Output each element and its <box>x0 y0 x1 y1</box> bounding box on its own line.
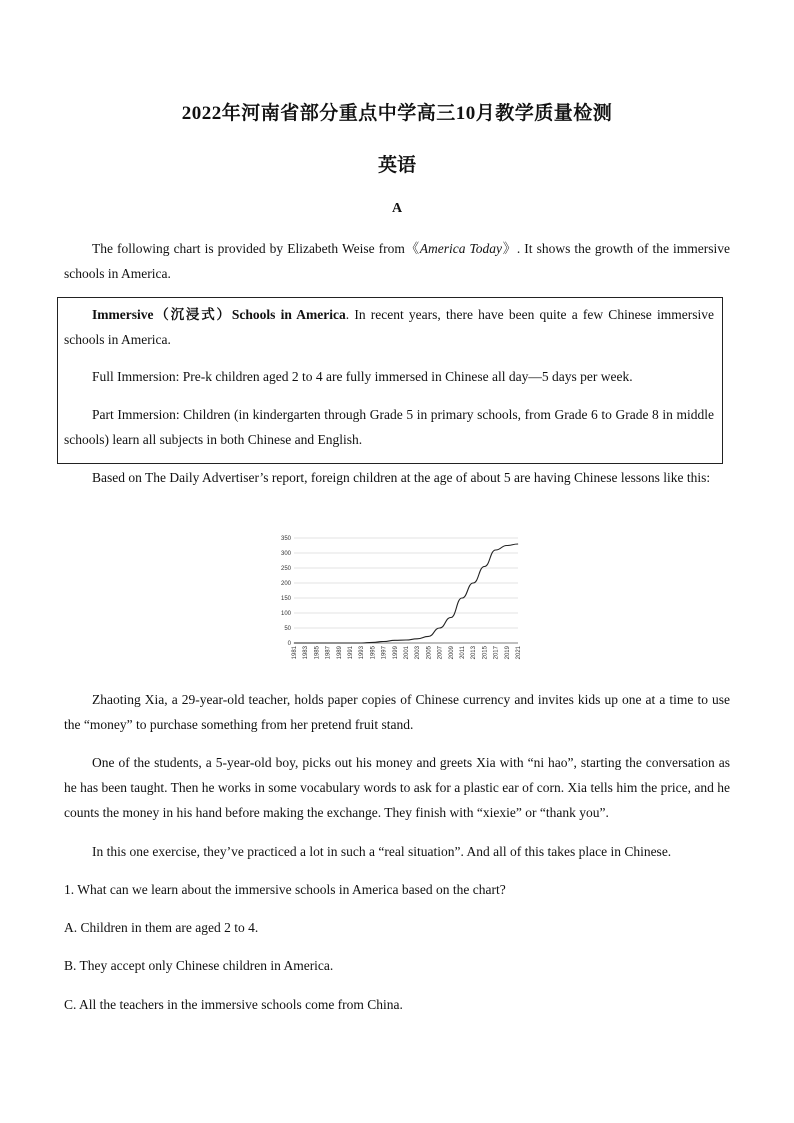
y-tick-label: 0 <box>287 641 291 647</box>
y-tick-label: 250 <box>280 566 291 572</box>
data-point <box>495 550 496 551</box>
y-tick-label: 350 <box>280 536 291 542</box>
intro-text-tail: . It shows the growth of the immersive schools in America. <box>64 241 731 281</box>
data-point <box>372 642 373 643</box>
data-point <box>395 640 396 641</box>
option-c: C. All the teachers in the immersive schools come from China. <box>64 997 403 1012</box>
paragraph-3: In this one exercise, they’ve practiced a lot in such a “real situation”. And all of this takes place in Chinese. <box>92 844 672 859</box>
data-point <box>451 617 452 618</box>
data-point <box>507 545 508 546</box>
x-tick-label: 2001 <box>404 646 410 660</box>
source-title: America Today <box>419 241 503 256</box>
data-point <box>428 636 429 637</box>
x-tick-label: 1989 <box>336 646 343 660</box>
data-point <box>417 639 418 640</box>
option-a: A. Children in them are aged 2 to 4. <box>64 920 259 935</box>
exam-title: 2022年河南省部分重点中学高三10月教学质量检测 <box>181 103 613 124</box>
x-tick-label: 2009 <box>448 646 455 660</box>
chart-y-axis <box>281 536 292 647</box>
paragraph-2: One of the students, a 5-year-old boy, picks out his money and greets Xia with “ni hao”, starting the conversation as he has been taught. Then he works in some vocabulary words to ask for a plastic ear of corn. Xia tells him the price, and he counts the money in his hand before making the exchange. They finish with “xiexie” or “thank you”. <box>64 755 730 820</box>
box-intro <box>64 302 714 352</box>
data-point <box>383 641 384 642</box>
chart-x-axis <box>292 645 522 659</box>
data-point <box>361 643 362 644</box>
data-point <box>518 544 519 545</box>
chart-grid <box>294 538 518 643</box>
y-tick-label: 200 <box>280 581 291 587</box>
x-tick-label: 1985 <box>314 646 321 660</box>
data-point <box>484 566 485 567</box>
x-tick-label: 2019 <box>504 646 511 660</box>
box-heading: Immersive（沉浸式）Schools in America <box>92 307 346 322</box>
x-tick-label: 1983 <box>303 646 310 660</box>
source-close: 》 <box>502 241 517 256</box>
y-tick-label: 150 <box>280 596 291 602</box>
subject-heading: 英语 <box>377 155 416 176</box>
chart-points <box>294 544 519 644</box>
report-paragraph: Based on The Daily Advertiser’s report, foreign children at the age of about 5 are having Chinese lessons like this: <box>92 470 711 485</box>
y-tick-label: 50 <box>284 626 291 632</box>
paragraph-1: Zhaoting Xia, a 29-year-old teacher, holds paper copies of Chinese currency and invites kids up one at a time to use the “money” to purchase something from her pretend fruit stand. <box>64 692 730 732</box>
x-tick-label: 2017 <box>493 646 500 660</box>
x-tick-label: 2003 <box>415 646 422 660</box>
x-tick-label: 2007 <box>437 646 444 660</box>
x-tick-label: 1987 <box>325 646 332 660</box>
intro-paragraph <box>64 236 730 286</box>
data-point <box>339 643 340 644</box>
box-heading-tail: . In recent years, there have been quite a few Chinese immersive schools in America. <box>64 307 714 347</box>
full-immersion: Full Immersion: Pre-k children aged 2 to 4 are fully immersed in Chinese all day—5 days per week. <box>92 369 633 384</box>
x-tick-label: 2013 <box>471 646 478 660</box>
data-point <box>462 598 463 599</box>
question-stem: 1. What can we learn about the immersive schools in America based on the chart? <box>64 882 506 897</box>
part-immersion: Part Immersion: Children (in kindergarten through Grade 5 in primary schools, from Grade 6 to Grade 8 in middle schools) learn all subjects in both Chinese and English. <box>64 407 714 447</box>
data-point <box>439 628 440 629</box>
source-open: 《 <box>404 241 420 256</box>
x-tick-label: 2021 <box>516 646 522 660</box>
x-tick-label: 1997 <box>381 646 388 660</box>
x-tick-label: 1993 <box>359 646 366 660</box>
data-point <box>305 643 306 644</box>
x-tick-label: 2011 <box>460 646 466 659</box>
x-tick-label: 2005 <box>426 646 433 660</box>
data-point <box>350 643 351 644</box>
data-point <box>406 640 407 641</box>
x-tick-label: 1999 <box>392 646 399 660</box>
option-b: B. They accept only Chinese children in America. <box>64 958 334 973</box>
data-point <box>327 643 328 644</box>
y-tick-label: 300 <box>280 551 291 557</box>
x-tick-label: 1981 <box>292 646 298 660</box>
data-point <box>316 643 317 644</box>
data-point <box>294 643 295 644</box>
data-point <box>473 583 474 584</box>
growth-chart <box>276 530 526 670</box>
x-tick-label: 2015 <box>482 646 489 660</box>
y-tick-label: 100 <box>280 611 291 617</box>
intro-text: The following chart is provided by Elizabeth Weise from <box>92 241 405 256</box>
x-tick-label: 1991 <box>348 646 354 660</box>
section-label: A <box>391 201 403 216</box>
x-tick-label: 1995 <box>370 646 377 660</box>
info-box <box>57 297 723 464</box>
